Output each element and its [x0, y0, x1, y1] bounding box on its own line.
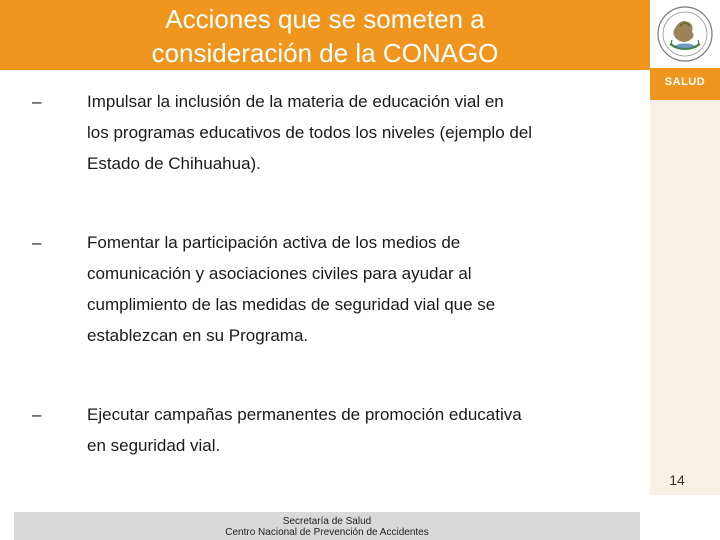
bullet-2-line-3: cumplimiento de las medidas de seguridad vial que se: [87, 295, 496, 314]
page-number: 14: [669, 472, 685, 488]
slide-title: [0, 2, 650, 70]
bullet-3-line-1: Ejecutar campañas permanentes de promoción educativa: [87, 405, 522, 424]
bullet-1-line-3: Estado de Chihuahua).: [87, 154, 261, 173]
bullet-2-line-4: establezcan en su Programa.: [87, 326, 309, 345]
sidebar-light-panel: [650, 100, 720, 495]
bullet-dash: –: [32, 92, 42, 111]
bullet-2: [32, 227, 644, 351]
bullet-1-line-1: Impulsar la inclusión de la materia de educación vial en: [87, 92, 504, 111]
coat-of-arms-logo: [650, 0, 720, 68]
title-line-1: Acciones que se someten a: [165, 4, 485, 34]
bullet-1-line-2: los programas educativos de todos los niveles (ejemplo del: [87, 123, 533, 142]
bullet-1: [32, 86, 644, 179]
bullet-2-line-2: comunicación y asociaciones civiles para ayudar al: [87, 264, 472, 283]
footer-line-1: Secretaría de Salud: [282, 516, 372, 527]
bullet-dash: –: [32, 233, 42, 252]
bullet-dash: –: [32, 405, 42, 424]
bullet-2-line-1: Fomentar la participación activa de los medios de: [87, 233, 461, 252]
bullet-3-line-2: en seguridad vial.: [87, 436, 221, 455]
footer-line-2: Centro Nacional de Prevención de Accidentes: [225, 527, 429, 538]
sidebar-bottom: [650, 495, 720, 540]
coat-of-arms-icon: [650, 0, 720, 68]
title-line-2: consideración de la CONAGO: [151, 38, 499, 68]
salud-label: SALUD: [664, 76, 706, 88]
bullet-3: [32, 399, 644, 461]
